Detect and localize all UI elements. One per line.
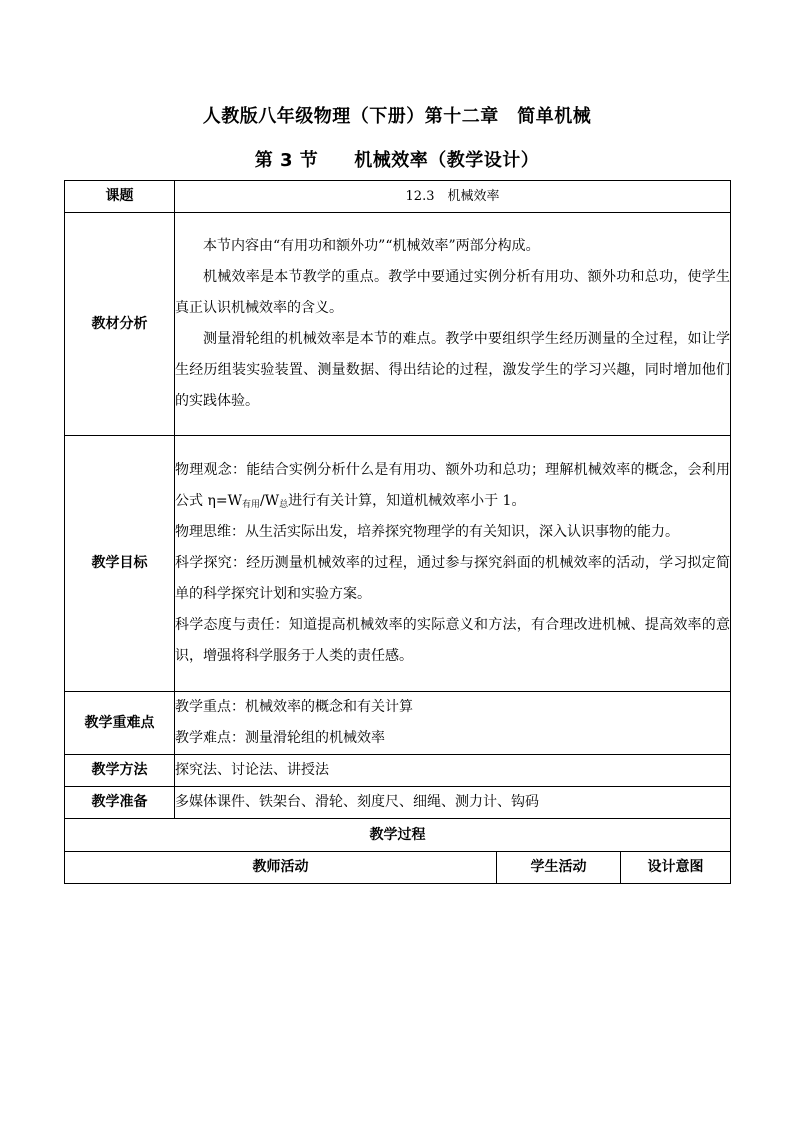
- material-paragraph: 机械效率是本节教学的重点。教学中要通过实例分析有用功、额外功和总功，使学生真正认识机械效率的含义。: [175, 269, 731, 316]
- document-title: 人教版八年级物理（下册）第十二章 简单机械: [202, 106, 592, 127]
- table-row-material-analysis: [65, 213, 731, 436]
- design-intent-header: 设计意图: [621, 852, 731, 884]
- key-point: 教学重点：机械效率的概念和有关计算: [175, 699, 413, 715]
- goal-physics-concept: 物理观念：能结合实例分析什么是有用功、额外功和总功；理解机械效率的概念，会利用公式 $\eta=W_{有用}/W_总$进行有关计算，知道机械效率小于 1。: [175, 462, 731, 510]
- teaching-process-label: 教学过程: [65, 819, 731, 852]
- section-number: 第 3 节: [254, 150, 319, 171]
- goal-scientific-inquiry: 科学探究：经历测量机械效率的过程，通过参与探究斜面的机械效率的活动，学习拟定简单的科学探究计划和实验方案。: [175, 555, 731, 602]
- topic-label: 课题: [65, 181, 175, 213]
- table-row-preparation: [65, 787, 731, 819]
- student-activity-header: 学生活动: [497, 852, 621, 884]
- table-row-teaching-goals: [65, 436, 731, 692]
- preparation-label: 教学准备: [65, 787, 175, 819]
- section-title: 机械效率（教学设计）: [354, 150, 540, 171]
- key-difficult-content: [175, 692, 731, 755]
- key-difficult-label: 教学重难点: [65, 692, 175, 755]
- material-analysis-label: 教材分析: [65, 213, 175, 436]
- table-row-key-difficult: [65, 692, 731, 755]
- material-paragraph: 本节内容由“有用功和额外功”“机械效率”两部分构成。: [203, 238, 540, 254]
- teaching-goals-content: [175, 436, 731, 692]
- difficult-point: 教学难点：测量滑轮组的机械效率: [175, 730, 385, 746]
- lesson-plan-table: [64, 180, 731, 884]
- table-row-process-header: [65, 819, 731, 852]
- section-heading: [0, 146, 794, 172]
- goal-physics-thinking: 物理思维：从生活实际出发，培养探究物理学的有关知识，深入认识事物的能力。: [175, 524, 679, 540]
- methods-value: 探究法、讨论法、讲授法: [175, 755, 731, 787]
- table-row-methods: [65, 755, 731, 787]
- table-row-process-columns: [65, 852, 731, 884]
- methods-label: 教学方法: [65, 755, 175, 787]
- teacher-activity-header: 教师活动: [65, 852, 497, 884]
- material-paragraph: 测量滑轮组的机械效率是本节的难点。教学中要组织学生经历测量的全过程，如让学生经历组装实验装置、测量数据、得出结论的过程，激发学生的学习兴趣，同时增加他们的实践体验。: [175, 331, 731, 409]
- table-row-topic: [65, 181, 731, 213]
- teaching-goals-label: 教学目标: [65, 436, 175, 692]
- preparation-value: 多媒体课件、铁架台、滑轮、刻度尺、细绳、测力计、钩码: [175, 787, 731, 819]
- topic-value: 12.3 机械效率: [175, 181, 731, 213]
- material-analysis-content: [175, 213, 731, 436]
- goal-attitude-responsibility: 科学态度与责任：知道提高机械效率的实际意义和方法，有合理改进机械、提高效率的意识，增强将科学服务于人类的责任感。: [175, 617, 731, 664]
